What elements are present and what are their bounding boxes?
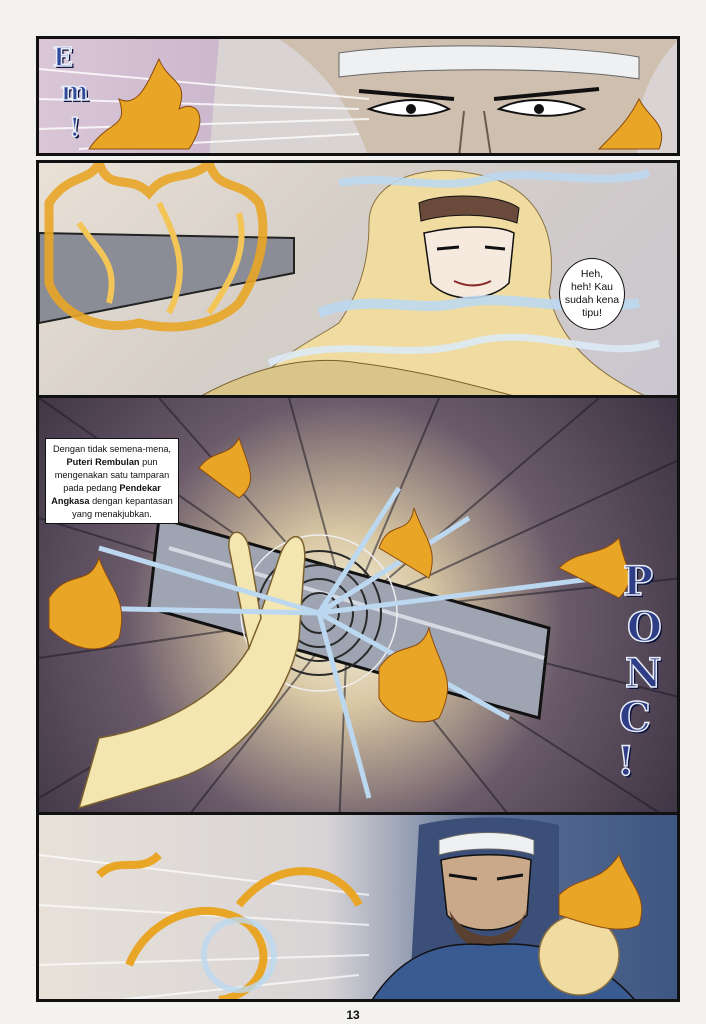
page-number: 13 (346, 1008, 360, 1022)
caption-text: dengan kepantasan yang menakjubkan. (72, 496, 173, 519)
sfx-emi-letter: m (61, 77, 89, 107)
sfx-emi-letter: E (53, 43, 73, 73)
sfx-ponc-letter: P (623, 558, 654, 605)
panel-1-warrior-eyes (36, 36, 680, 156)
narration-caption (45, 438, 179, 524)
caption-text: Dengan tidak semena-mena, (53, 444, 171, 454)
panel-3-sword-strike (36, 395, 680, 825)
sfx-ponc-letter: C (619, 694, 651, 741)
sfx-ponc-letter: O (627, 604, 662, 651)
panel-4-bearded-warrior (36, 812, 680, 1002)
speech-line: sudah kena (564, 294, 620, 306)
caption-name-puteri: Puteri Rembulan (66, 457, 140, 467)
caption-text: pun mengenakan satu tamparan pada pedang (54, 457, 170, 493)
sfx-emi-letter: ! (69, 113, 81, 143)
sfx-ponc-letter: N (625, 650, 662, 697)
speech-line: Heh, (580, 268, 604, 280)
speech-line: tipu! (582, 307, 602, 319)
sfx-ponc-letter: ! (617, 738, 635, 785)
warrior-face-closeup (39, 39, 680, 156)
speech-line: heh! Kau (570, 281, 614, 293)
caption-name-pendekar: Pendekar Angkasa (51, 483, 161, 506)
panel-2-female-warrior (36, 160, 680, 410)
bearded-warrior-art (39, 815, 680, 1002)
speech-bubble (559, 258, 625, 330)
